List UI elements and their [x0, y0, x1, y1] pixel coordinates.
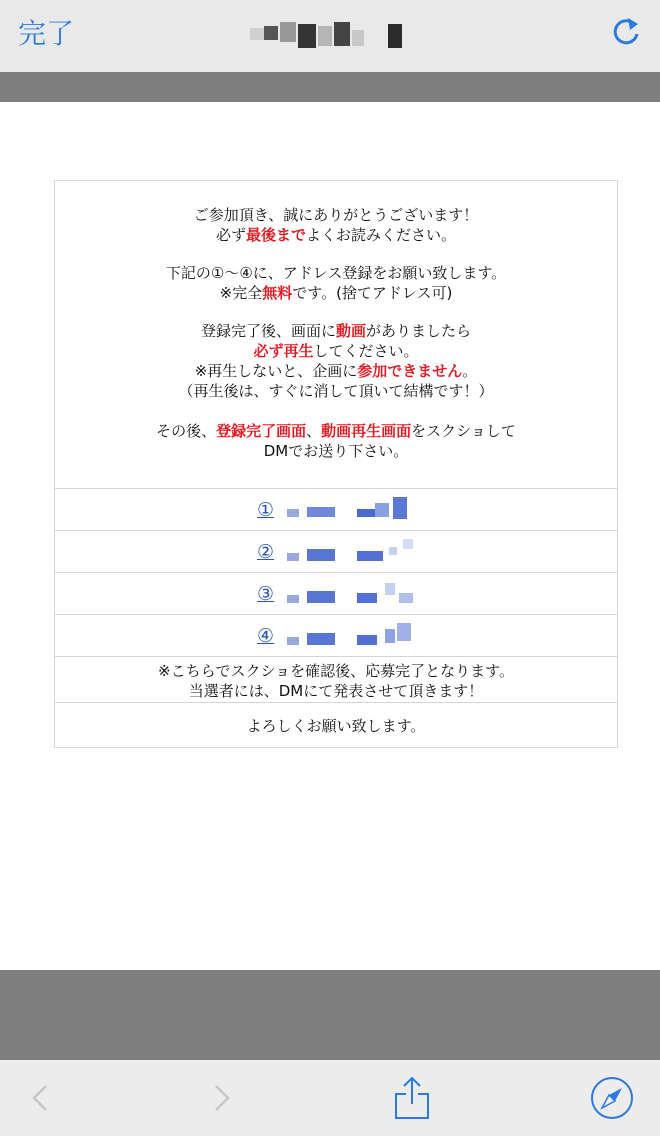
toolbar-shadow-band [0, 72, 660, 102]
announcement-table [54, 180, 618, 748]
registration-link-3[interactable]: ③ [257, 581, 427, 609]
closing-text: よろしくお願い致します。 [246, 717, 426, 735]
page-title-redacted [250, 22, 410, 48]
web-content[interactable] [0, 102, 660, 970]
link-row-2 [55, 530, 617, 572]
chevron-right-icon[interactable] [196, 1074, 244, 1122]
warning-line: ※再生しないと、企画に参加できません。 [194, 362, 478, 380]
reload-icon[interactable] [606, 12, 646, 52]
registration-link-4[interactable]: ④ [257, 623, 427, 651]
notice-line-2: 当選者には、DMにて発表させて頂きます！ [188, 682, 484, 700]
play-line: 必ず再生してください。 [253, 342, 419, 360]
bottom-shadow-band [0, 970, 660, 1060]
notice-row [55, 656, 617, 702]
link-row-4 [55, 614, 617, 656]
note-line: （再生後は、すぐに消して頂いて結構です！） [178, 382, 494, 400]
video-line: 登録完了後、画面に動画がありましたら [200, 322, 472, 340]
screenshot-line: その後、登録完了画面、動画再生画面をスクショして [156, 422, 516, 440]
registration-link-1[interactable]: ① [257, 497, 427, 525]
notice-line-1: ※こちらでスクショを確認後、応募完了となります。 [158, 662, 514, 680]
navigation-bar [0, 0, 660, 72]
chevron-left-icon[interactable] [18, 1074, 66, 1122]
greeting-line: ご参加頂き、誠にありがとうございます！ [193, 206, 479, 224]
compass-icon[interactable] [588, 1074, 636, 1122]
link-row-3 [55, 572, 617, 614]
free-line: ※完全無料です。(捨てアドレス可) [219, 284, 453, 302]
registration-link-2[interactable]: ② [257, 539, 427, 567]
closing-row [55, 702, 617, 748]
dm-line: DMでお送り下さい。 [263, 442, 409, 460]
instructions-block [55, 181, 617, 488]
share-icon[interactable] [388, 1074, 436, 1122]
register-line: 下記の①～④に、アドレス登録をお願い致します。 [165, 264, 507, 282]
link-row-1 [55, 488, 617, 530]
done-button[interactable]: 完了 [18, 17, 75, 50]
read-all-line: 必ず最後までよくお読みください。 [215, 226, 457, 244]
browser-toolbar [0, 1060, 660, 1136]
